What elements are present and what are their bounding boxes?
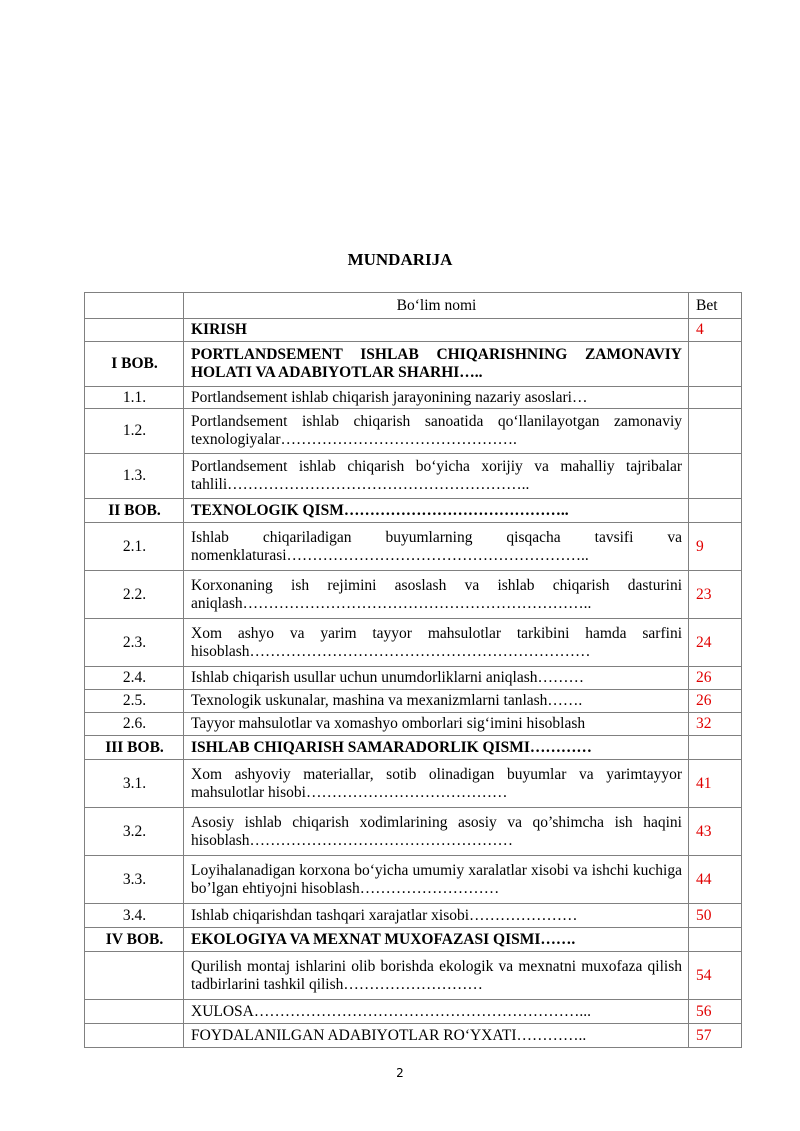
row-page: 26 bbox=[689, 667, 742, 690]
row-title: Korxonaning ish rejimini asoslash va ishlab chiqarish dasturini aniqlash………………………………………………………….. bbox=[184, 571, 689, 619]
table-row bbox=[85, 319, 742, 342]
table-row bbox=[85, 454, 742, 499]
table-row bbox=[85, 499, 742, 523]
row-title: Xom ashyo va yarim tayyor mahsulotlar tarkibini hamda sarfini hisoblash………………………………………………………… bbox=[184, 619, 689, 667]
row-title: EKOLOGIYA VA MEXNAT MUXOFAZASI QISMI……. bbox=[184, 928, 689, 952]
row-page: 44 bbox=[689, 856, 742, 904]
row-title: PORTLANDSEMENT ISHLAB CHIQARISHNING ZAMONAVIY HOLATI VA ADABIYOTLAR SHARHI….. bbox=[184, 342, 689, 387]
table-row bbox=[85, 1024, 742, 1048]
header-page: Bet bbox=[689, 293, 742, 319]
row-title: ISHLAB CHIQARISH SAMARADORLIK QISMI………… bbox=[184, 736, 689, 760]
row-number: 2.6. bbox=[85, 713, 184, 736]
row-title: Ishlab chiqarishdan tashqari xarajatlar xisobi………………… bbox=[184, 904, 689, 928]
row-page: 57 bbox=[689, 1024, 742, 1048]
page-number: 2 bbox=[396, 1066, 404, 1080]
row-number: 1.3. bbox=[85, 454, 184, 499]
row-number: 2.3. bbox=[85, 619, 184, 667]
row-title: TEXNOLOGIK QISM…………………………………….. bbox=[184, 499, 689, 523]
header-number-cell bbox=[85, 293, 184, 319]
row-title: Asosiy ishlab chiqarish xodimlarining asosiy va qo’shimcha ish haqini hisoblash…………………………………………… bbox=[184, 808, 689, 856]
table-row bbox=[85, 690, 742, 713]
table-row bbox=[85, 713, 742, 736]
row-page: 32 bbox=[689, 713, 742, 736]
row-page: 43 bbox=[689, 808, 742, 856]
row-number: IV BOB. bbox=[85, 928, 184, 952]
row-number: II BOB. bbox=[85, 499, 184, 523]
row-page bbox=[689, 499, 742, 523]
table-of-contents bbox=[84, 292, 742, 1048]
row-title: Portlandsement ishlab chiqarish jarayonining nazariy asoslari… bbox=[184, 387, 689, 409]
table-row bbox=[85, 760, 742, 808]
row-title: Qurilish montaj ishlarini olib borishda ekologik va mexnatni muxofaza qilish tadbirlarini tashkil qilish……………………… bbox=[184, 952, 689, 1000]
row-number: 2.2. bbox=[85, 571, 184, 619]
table-row bbox=[85, 952, 742, 1000]
row-number: 3.1. bbox=[85, 760, 184, 808]
row-number: 2.1. bbox=[85, 523, 184, 571]
row-page: 41 bbox=[689, 760, 742, 808]
row-page bbox=[689, 454, 742, 499]
table-row bbox=[85, 856, 742, 904]
row-number: 2.5. bbox=[85, 690, 184, 713]
row-number: 3.3. bbox=[85, 856, 184, 904]
row-title: Xom ashyoviy materiallar, sotib olinadigan buyumlar va yarimtayyor mahsulotlar hisobi………………………………… bbox=[184, 760, 689, 808]
table-row bbox=[85, 928, 742, 952]
table-row bbox=[85, 667, 742, 690]
row-number bbox=[85, 1024, 184, 1048]
row-number bbox=[85, 952, 184, 1000]
row-page bbox=[689, 928, 742, 952]
page-title: MUNDARIJA bbox=[347, 250, 453, 269]
table-row bbox=[85, 342, 742, 387]
row-title: Loyihalanadigan korxona bo‘yicha umumiy xaralatlar xisobi va ishchi kuchiga bo’lgan ehtiyojni hisoblash……………………… bbox=[184, 856, 689, 904]
row-title: FOYDALANILGAN ADABIYOTLAR RO‘YXATI………….. bbox=[184, 1024, 689, 1048]
table-row bbox=[85, 409, 742, 454]
table-row bbox=[85, 736, 742, 760]
row-page: 54 bbox=[689, 952, 742, 1000]
row-number bbox=[85, 1000, 184, 1024]
row-page: 50 bbox=[689, 904, 742, 928]
row-page bbox=[689, 409, 742, 454]
row-number: 3.2. bbox=[85, 808, 184, 856]
row-page bbox=[689, 342, 742, 387]
row-page bbox=[689, 736, 742, 760]
row-page: 23 bbox=[689, 571, 742, 619]
row-number: 1.2. bbox=[85, 409, 184, 454]
row-number bbox=[85, 319, 184, 342]
table-row bbox=[85, 1000, 742, 1024]
row-title: Portlandsement ishlab chiqarish bo‘yicha xorijiy va mahalliy tajribalar tahlili………………………………………………….. bbox=[184, 454, 689, 499]
table-row bbox=[85, 904, 742, 928]
row-page: 4 bbox=[689, 319, 742, 342]
row-title: Ishlab chiqarish usullar uchun unumdorliklarni aniqlash……… bbox=[184, 667, 689, 690]
row-page: 24 bbox=[689, 619, 742, 667]
row-page: 9 bbox=[689, 523, 742, 571]
row-number: III BOB. bbox=[85, 736, 184, 760]
table-row bbox=[85, 523, 742, 571]
row-number: 1.1. bbox=[85, 387, 184, 409]
table-row bbox=[85, 808, 742, 856]
row-title: Portlandsement ishlab chiqarish sanoatida qo‘llanilayotgan zamonaviy texnologiyalar………………………………………. bbox=[184, 409, 689, 454]
row-title: KIRISH bbox=[184, 319, 689, 342]
row-page: 26 bbox=[689, 690, 742, 713]
header-section-name: Bo‘lim nomi bbox=[184, 293, 689, 319]
row-number: I BOB. bbox=[85, 342, 184, 387]
table-header-row bbox=[85, 293, 742, 319]
row-title: Tayyor mahsulotlar va xomashyo omborlari sig‘imini hisoblash bbox=[184, 713, 689, 736]
row-title: Texnologik uskunalar, mashina va mexanizmlarni tanlash……. bbox=[184, 690, 689, 713]
table-row bbox=[85, 387, 742, 409]
row-title: XULOSA………………………………………………………... bbox=[184, 1000, 689, 1024]
table-row bbox=[85, 571, 742, 619]
row-number: 2.4. bbox=[85, 667, 184, 690]
row-title: Ishlab chiqariladigan buyumlarning qisqacha tavsifi va nomenklaturasi………………………………………………….. bbox=[184, 523, 689, 571]
table-row bbox=[85, 619, 742, 667]
row-page bbox=[689, 387, 742, 409]
row-number: 3.4. bbox=[85, 904, 184, 928]
row-page: 56 bbox=[689, 1000, 742, 1024]
